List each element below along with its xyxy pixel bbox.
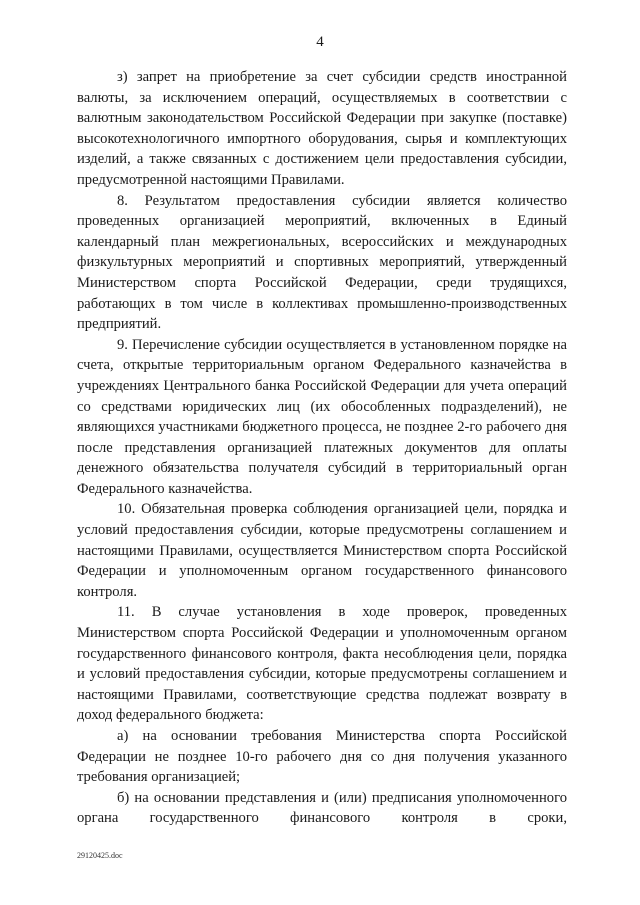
paragraph-9: 9. Перечисление субсидии осуществляется в установленном порядке на счета, открытые территориальным органом Федерального казначейства в учреждениях Центрального банка Российской Федерации для учета операций со средствами юридических лиц (их обособленных подразделений), не являющихся участниками бюджетного процесса, не позднее 2-го рабочего дня после представления организацией платежных документов для оплаты денежного обязательства получателя субсидий в территориальный орган Федерального казначейства. bbox=[77, 336, 567, 497]
paragraph-8: 8. Результатом предоставления субсидии является количество проведенных организацией мероприятий, включенных в Единый календарный план межрегиональных, всероссийских и международных физкультурных мероприятий и спортивных мероприятий, утвержденный Министерством спорта Российской Федерации, среди трудящихся, работающих в том числе в коллективах промышленно-производственных предприятий. bbox=[77, 192, 567, 333]
paragraph-11: 11. В случае установления в ходе проверок, проведенных Министерством спорта Российской Федерации и уполномоченным органом государственного финансового контроля, факта несоблюдения цели, порядка и условий предоставления субсидии, которые предусмотрены соглашением и настоящими Правилами, соответствующие средства подлежат возврату в доход федерального бюджета: bbox=[77, 604, 567, 724]
document-body bbox=[77, 67, 567, 829]
page-number: 4 bbox=[316, 34, 324, 50]
paragraph-10: 10. Обязательная проверка соблюдения организацией цели, порядка и условий предоставления субсидии, которые предусмотрены соглашением и настоящими Правилами, осуществляется Министерством спорта Российской Федерации и уполномоченным органом государственного финансового контроля. bbox=[77, 501, 567, 600]
paragraph-11-b: б) на основании представления и (или) предписания уполномоченного органа государственного финансового контроля в сроки, bbox=[77, 789, 567, 827]
paragraph-item-z: з) запрет на приобретение за счет субсидии средств иностранной валюты, за исключением операций, осуществляемых в соответствии с валютным законодательством Российской Федерации при закупке (поставке) высокотехнологичного импортного оборудования, сырья и комплектующих изделий, а также связанных с достижением цели предоставления субсидии, предусмотренной настоящими Правилами. bbox=[77, 69, 567, 188]
footer-filename: 29120425.doc bbox=[77, 851, 123, 860]
paragraph-11-a: а) на основании требования Министерства спорта Российской Федерации не позднее 10-го рабочего дня со дня получения указанного требования организацией; bbox=[77, 728, 567, 786]
